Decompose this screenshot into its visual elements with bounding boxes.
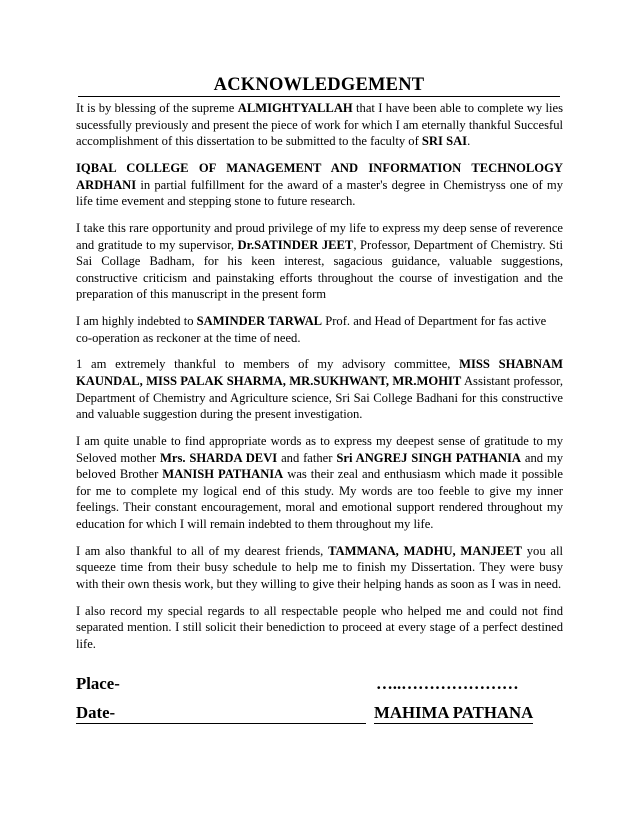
text-run: was their zeal and enthusiasm which made it possible for me to complete my logical end of this study. My words are too feeble to give my inner feelings. Their constant encouragement, moral and emotional support rendered throughout my education for which I will remain indebted to them throughout my life.: [76, 467, 563, 531]
place-label: Place-: [76, 674, 120, 693]
text-run: I take this rare opportunity and proud privilege of my life to express my deep sense of reverence and gratitude to my supervisor,: [76, 220, 563, 252]
text-run: , Professor, Department of Chemistry. Sti Sai Collage Badham, for his keen interest, sagacious guidance, valuable suggestions, constructive criticism and painstaking efforts throughout the course of investigation and the preparation of this manuscript in the present form: [76, 237, 563, 302]
page-title: ACKNOWLEDGEMENT: [213, 75, 425, 95]
text-run: 1 am extremely thankful to members of my advisory committee,: [76, 357, 460, 372]
text-run: .: [467, 134, 471, 149]
title-underline: [78, 74, 560, 97]
bold-run: Sri ANGREJ SINGH PATHANIA: [336, 450, 521, 465]
signatory-name: MAHIMA PATHANA: [374, 703, 534, 722]
text-run: and my beloved Brother: [76, 450, 563, 482]
bold-run: TAMMANA, MADHU, MANJEET: [328, 543, 523, 558]
paragraph-2: [76, 160, 563, 210]
bold-run: Mrs. SHARDA DEVI: [159, 450, 278, 465]
text-run: It is by blessing of the supreme: [76, 101, 238, 115]
signature-line: …..…………………: [376, 674, 519, 693]
paragraph-7: [76, 543, 563, 593]
acknowledgement-body: [76, 100, 563, 663]
text-run: you all squeeze time from their busy schedule to help me to finish my Dissertation. They were busy with their own thesis work, but they willing to give their helping hands as soon as I was in need.: [76, 543, 563, 591]
text-run: in partial fulfillment for the award of a master's degree in Chemistryss one of my life time evement and stepping stone to future research.: [76, 177, 563, 209]
bold-run: Dr.SATINDER JEET: [237, 237, 354, 252]
date-label: Date-: [76, 703, 366, 724]
paragraph-6: [76, 433, 563, 533]
bold-run: ALMIGHTYALLAH: [237, 101, 353, 115]
text-run: Prof. and Head of Department for fas active co-operation as reckoner at the time of need.: [76, 314, 547, 345]
text-run: I am highly indebted to: [76, 314, 197, 329]
text-run: I am quite unable to find appropriate words as to express my deepest sense of gratitude to my Seloved mother: [76, 434, 563, 465]
bold-run: MISS SHABNAM KAUNDAL, MISS PALAK SHARMA, MR.SUKHWANT, MR.MOHIT: [76, 357, 563, 389]
paragraph-5: [76, 356, 563, 422]
bold-run: SAMINDER TARWAL: [196, 314, 323, 329]
paragraph-3: [76, 220, 563, 303]
bold-run: IQBAL COLLEGE OF MANAGEMENT AND INFORMATION TECHNOLOGY ARDHANI: [76, 160, 563, 192]
bold-run: SRI SAI: [421, 134, 468, 149]
bold-run: MANISH PATHANIA: [162, 467, 284, 482]
paragraph-1: [76, 100, 563, 150]
text-run: I also record my special regards to all respectable people who helped me and could not find separated mention. I still solicit their benediction to proceed at every stage of a perfect destined life.: [76, 603, 563, 651]
text-run: I am also thankful to all of my dearest friends,: [76, 543, 329, 558]
text-run: and father: [277, 450, 337, 465]
text-run: Assistant professor, Department of Chemistry and Agriculture science, Sri Sai College Badhani for this constructive and valuable suggestion during the present investigation.: [76, 374, 563, 422]
text-run: that I have been able to complete wy lies sucessfully previously and present the piece of work for which I am eternally thankful Succesful accomplishment of this dissertation to be submitted to the faculty of: [76, 101, 563, 149]
paragraph-4: [76, 313, 563, 346]
paragraph-8: [76, 603, 563, 653]
